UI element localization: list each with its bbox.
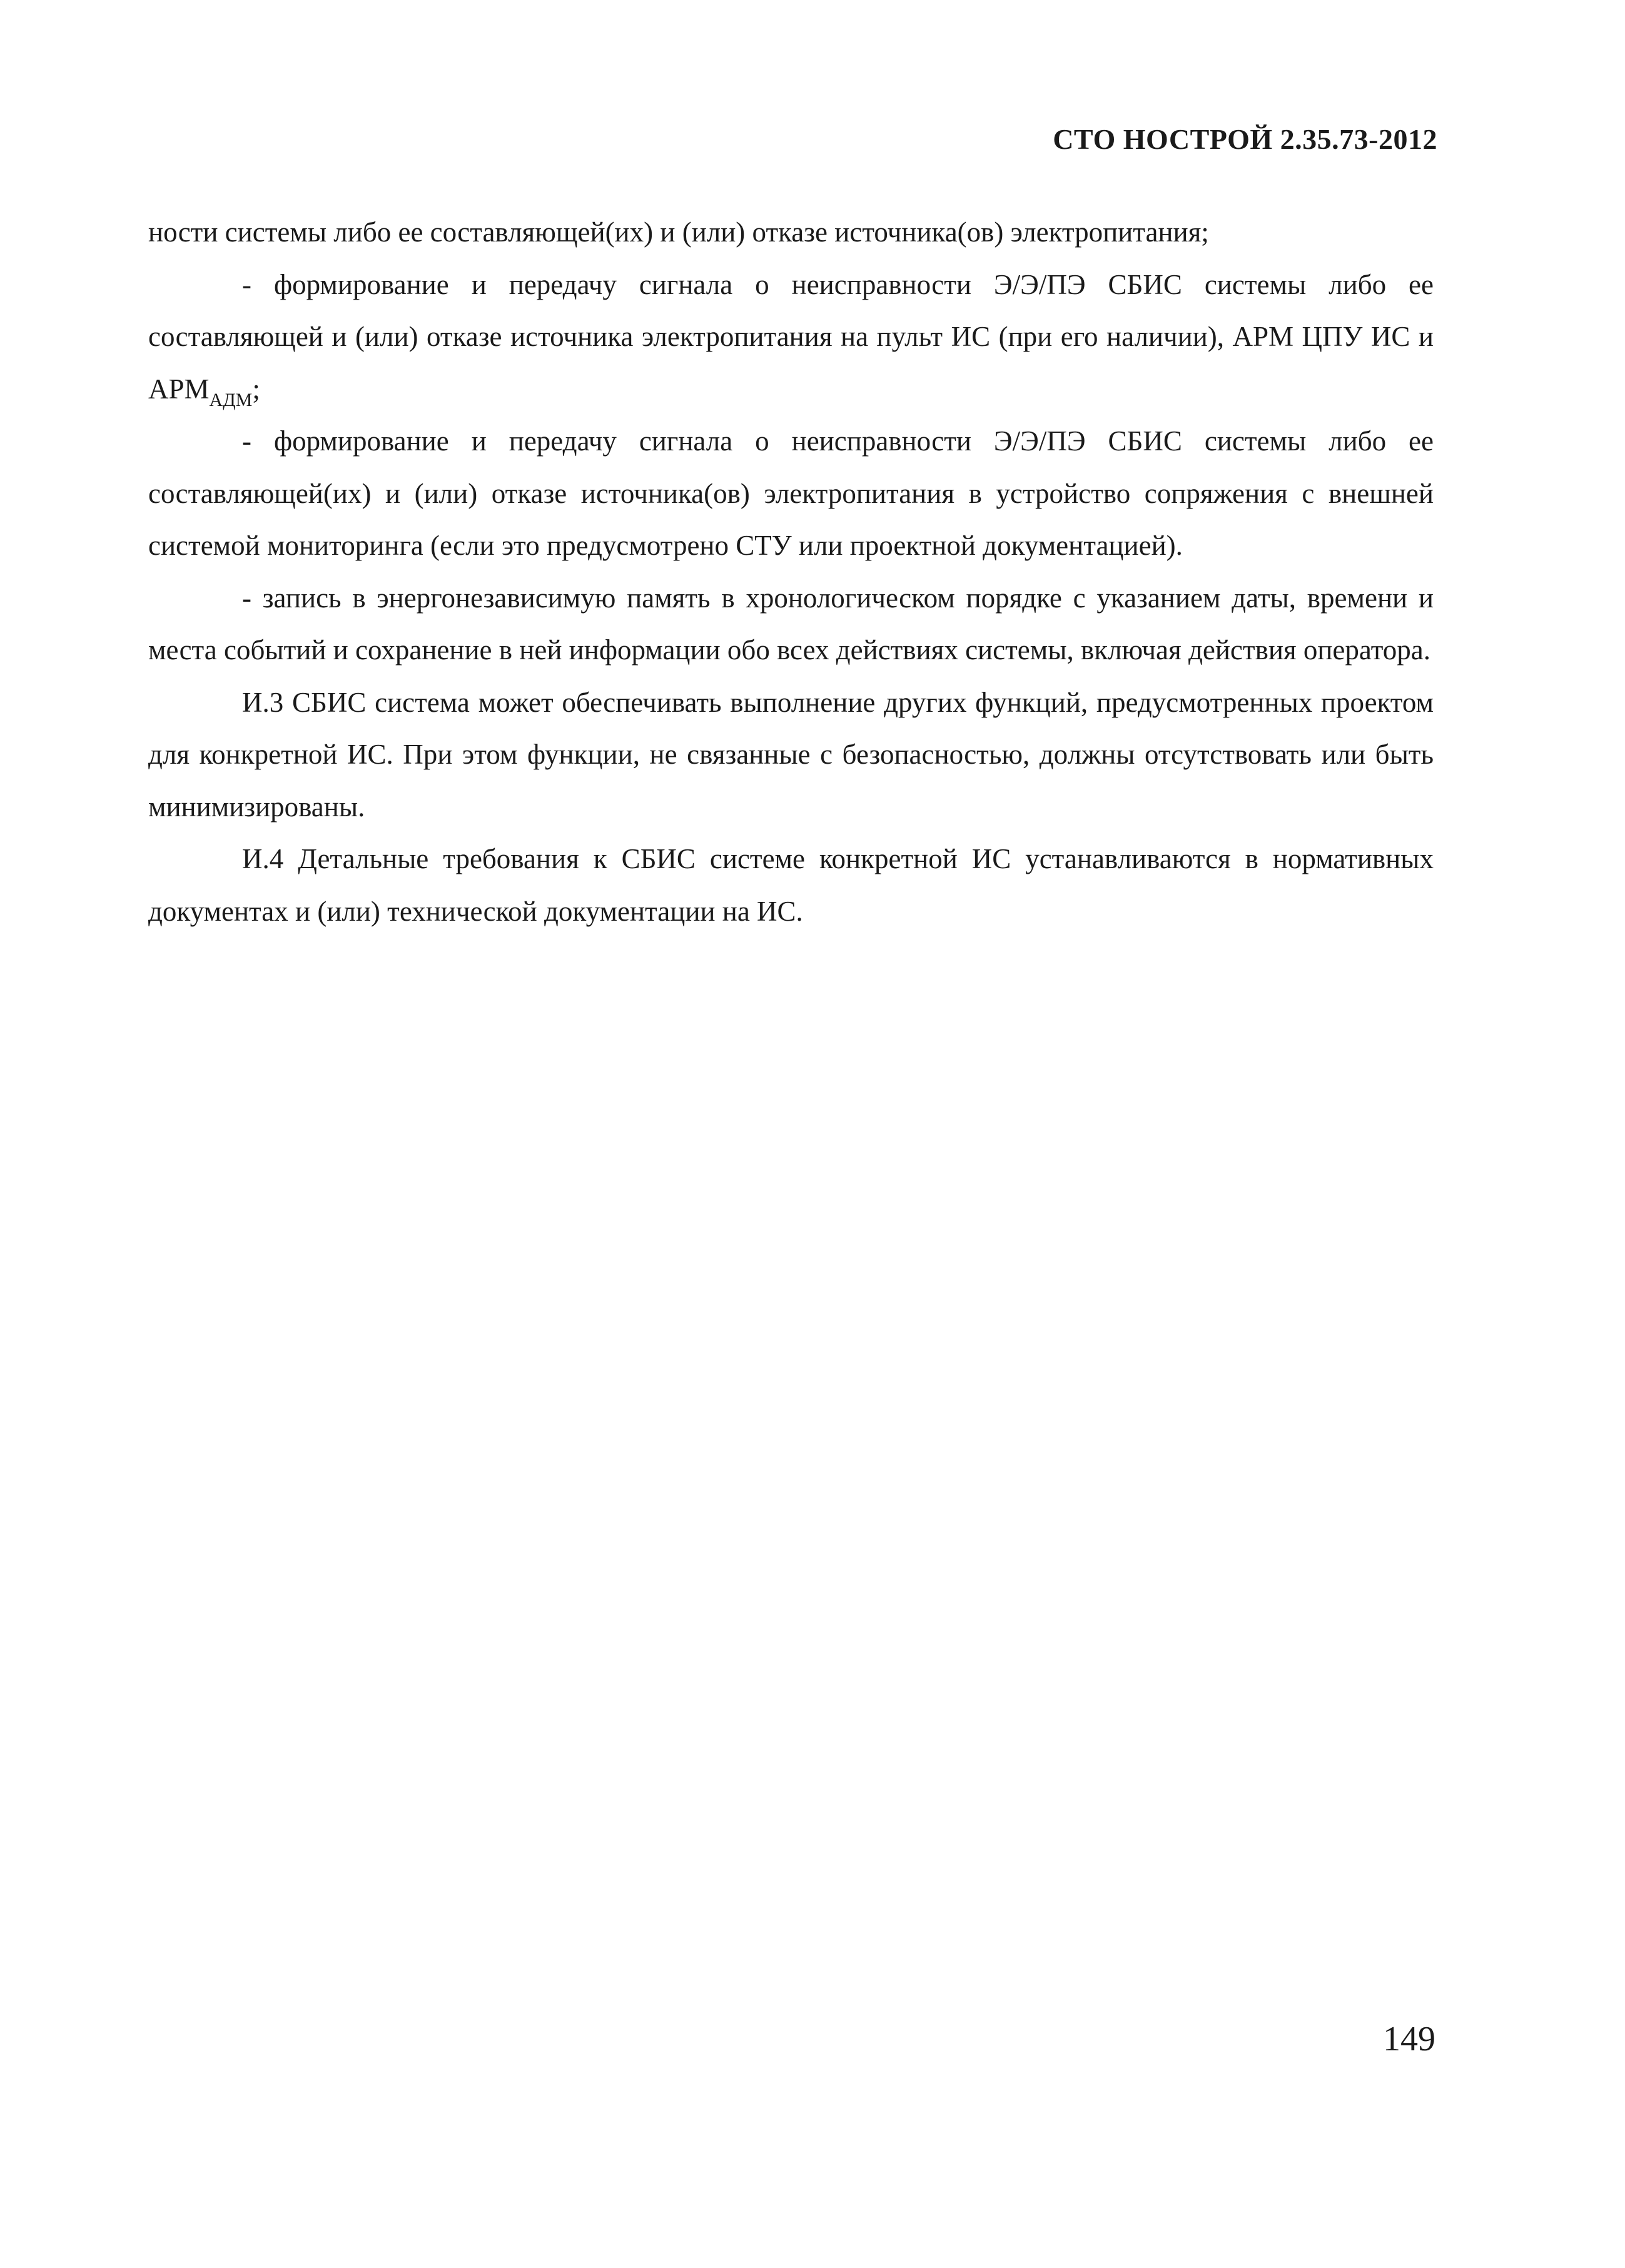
paragraph-fault-signal-console [148, 259, 1434, 416]
paragraph-punctuation: ; [252, 373, 260, 405]
paragraph-continuation: ности системы либо ее составляющей(их) и (или) отказе источника(ов) электропитания; [148, 216, 1209, 248]
paragraph-event-logging: - запись в энергонезависимую память в хронологическом порядке с указанием даты, времени и места событий и сохранение в ней информации обо всех действиях системы, включая действия оператора. [148, 582, 1434, 666]
paragraph-text: - формирование и передачу сигнала о неисправности Э/Э/ПЭ СБИС системы либо ее составляющей и (или) отказе источника электропитания на пульт ИС (при его наличии), АРМ ЦПУ ИС и АРМ [148, 268, 1434, 405]
page-number: 149 [1383, 2020, 1435, 2058]
document-body [148, 206, 1434, 938]
subscript-adm: АДМ [209, 389, 253, 410]
paragraph-section-i3: И.3 СБИС система может обеспечивать выполнение других функций, предусмотренных проектом для конкретной ИС. При этом функции, не связанные с безопасностью, должны отсутствовать или быть минимизированы. [148, 686, 1434, 823]
paragraph-section-i4: И.4 Детальные требования к СБИС системе конкретной ИС устанавливаются в нормативных документах и (или) технической документации на ИС. [148, 843, 1434, 927]
paragraph-fault-signal-monitoring: - формирование и передачу сигнала о неисправности Э/Э/ПЭ СБИС системы либо ее составляющей(их) и (или) отказе источника(ов) электропитания в устройство сопряжения с внешней системой мониторинга (если это предусмотрено СТУ или проектной документацией). [148, 425, 1434, 561]
document-header: СТО НОСТРОЙ 2.35.73-2012 [1053, 123, 1437, 155]
